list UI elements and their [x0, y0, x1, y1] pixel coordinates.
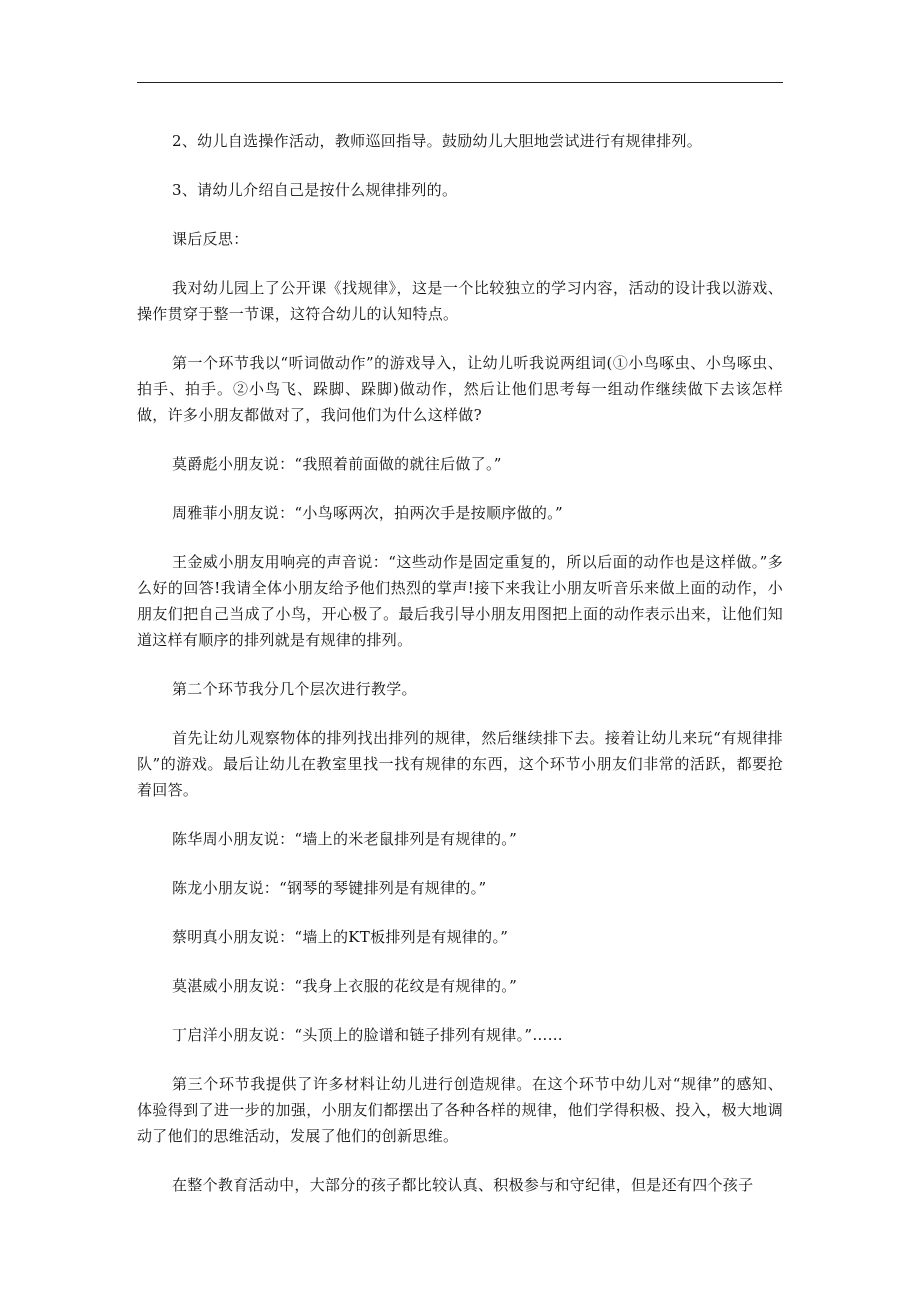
document-body	[137, 128, 783, 1221]
quote-paragraph: 莫湛威小朋友说：“我身上衣服的花纹是有规律的。”	[172, 977, 518, 995]
paragraph-step-3: 3、请幼儿介绍自己是按什么规律排列的。	[172, 181, 458, 199]
paragraph-second-stage-detail: 首先让幼儿观察物体的排列找出排列的规律，然后继续排下去。接着让幼儿来玩“有规律排队”的游戏。最后让幼儿在教室里找一找有规律的东西，这个环节小朋友们非常的活跃，都要抢着回答。	[137, 729, 783, 799]
header-rule	[137, 82, 783, 83]
quote-paragraph: 周雅菲小朋友说：“小鸟啄两次，拍两次手是按顺序做的。”	[172, 504, 563, 522]
paragraph-first-stage-summary: 王金威小朋友用响亮的声音说：“这些动作是固定重复的，所以后面的动作也是这样做。”多么好的回答!我请全体小朋友给予他们热烈的掌声!接下来我让小朋友听音乐来做上面的动作，小朋友们把自己当成了小鸟，开心极了。最后我引导小朋友用图把上面的动作表示出来，让他们知道这样有顺序的排列就是有规律的排列。	[137, 553, 783, 649]
paragraph-conclusion: 在整个教育活动中，大部分的孩子都比较认真、积极参与和守纪律，但是还有四个孩子	[172, 1176, 754, 1194]
paragraph-step-2: 2、幼儿自选操作活动，教师巡回指导。鼓励幼儿大胆地尝试进行有规律排列。	[172, 132, 703, 150]
quote-paragraph: 莫爵彪小朋友说：“我照着前面做的就往后做了。”	[172, 455, 502, 473]
section-heading-reflection: 课后反思：	[172, 230, 249, 248]
paragraph-third-stage: 第三个环节我提供了许多材料让幼儿进行创造规律。在这个环节中幼儿对“规律”的感知、体验得到了进一步的加强，小朋友们都摆出了各种各样的规律，他们学得积极、投入，极大地调动了他们的思维活动，发展了他们的创新思维。	[137, 1075, 783, 1145]
paragraph-first-stage: 第一个环节我以“听词做动作”的游戏导入，让幼儿听我说两组词(①小鸟啄虫、小鸟啄虫、拍手、拍手。②小鸟飞、跺脚、跺脚)做动作，然后让他们思考每一组动作继续做下去该怎样做，许多小朋友都做对了，我问他们为什么这样做?	[137, 354, 783, 424]
quote-paragraph: 蔡明真小朋友说：“墙上的KT板排列是有规律的。”	[172, 928, 509, 946]
quote-paragraph: 陈华周小朋友说：“墙上的米老鼠排列是有规律的。”	[172, 830, 518, 848]
quote-paragraph: 陈龙小朋友说：“钢琴的琴键排列是有规律的。”	[172, 879, 487, 897]
paragraph-intro: 我对幼儿园上了公开课《找规律》，这是一个比较独立的学习内容，活动的设计我以游戏、操作贯穿于整一节课，这符合幼儿的认知特点。	[137, 279, 783, 323]
quote-paragraph: 丁启洋小朋友说：“头顶上的脸谱和链子排列有规律。”……	[172, 1026, 563, 1044]
paragraph-second-stage: 第二个环节我分几个层次进行教学。	[172, 680, 417, 698]
